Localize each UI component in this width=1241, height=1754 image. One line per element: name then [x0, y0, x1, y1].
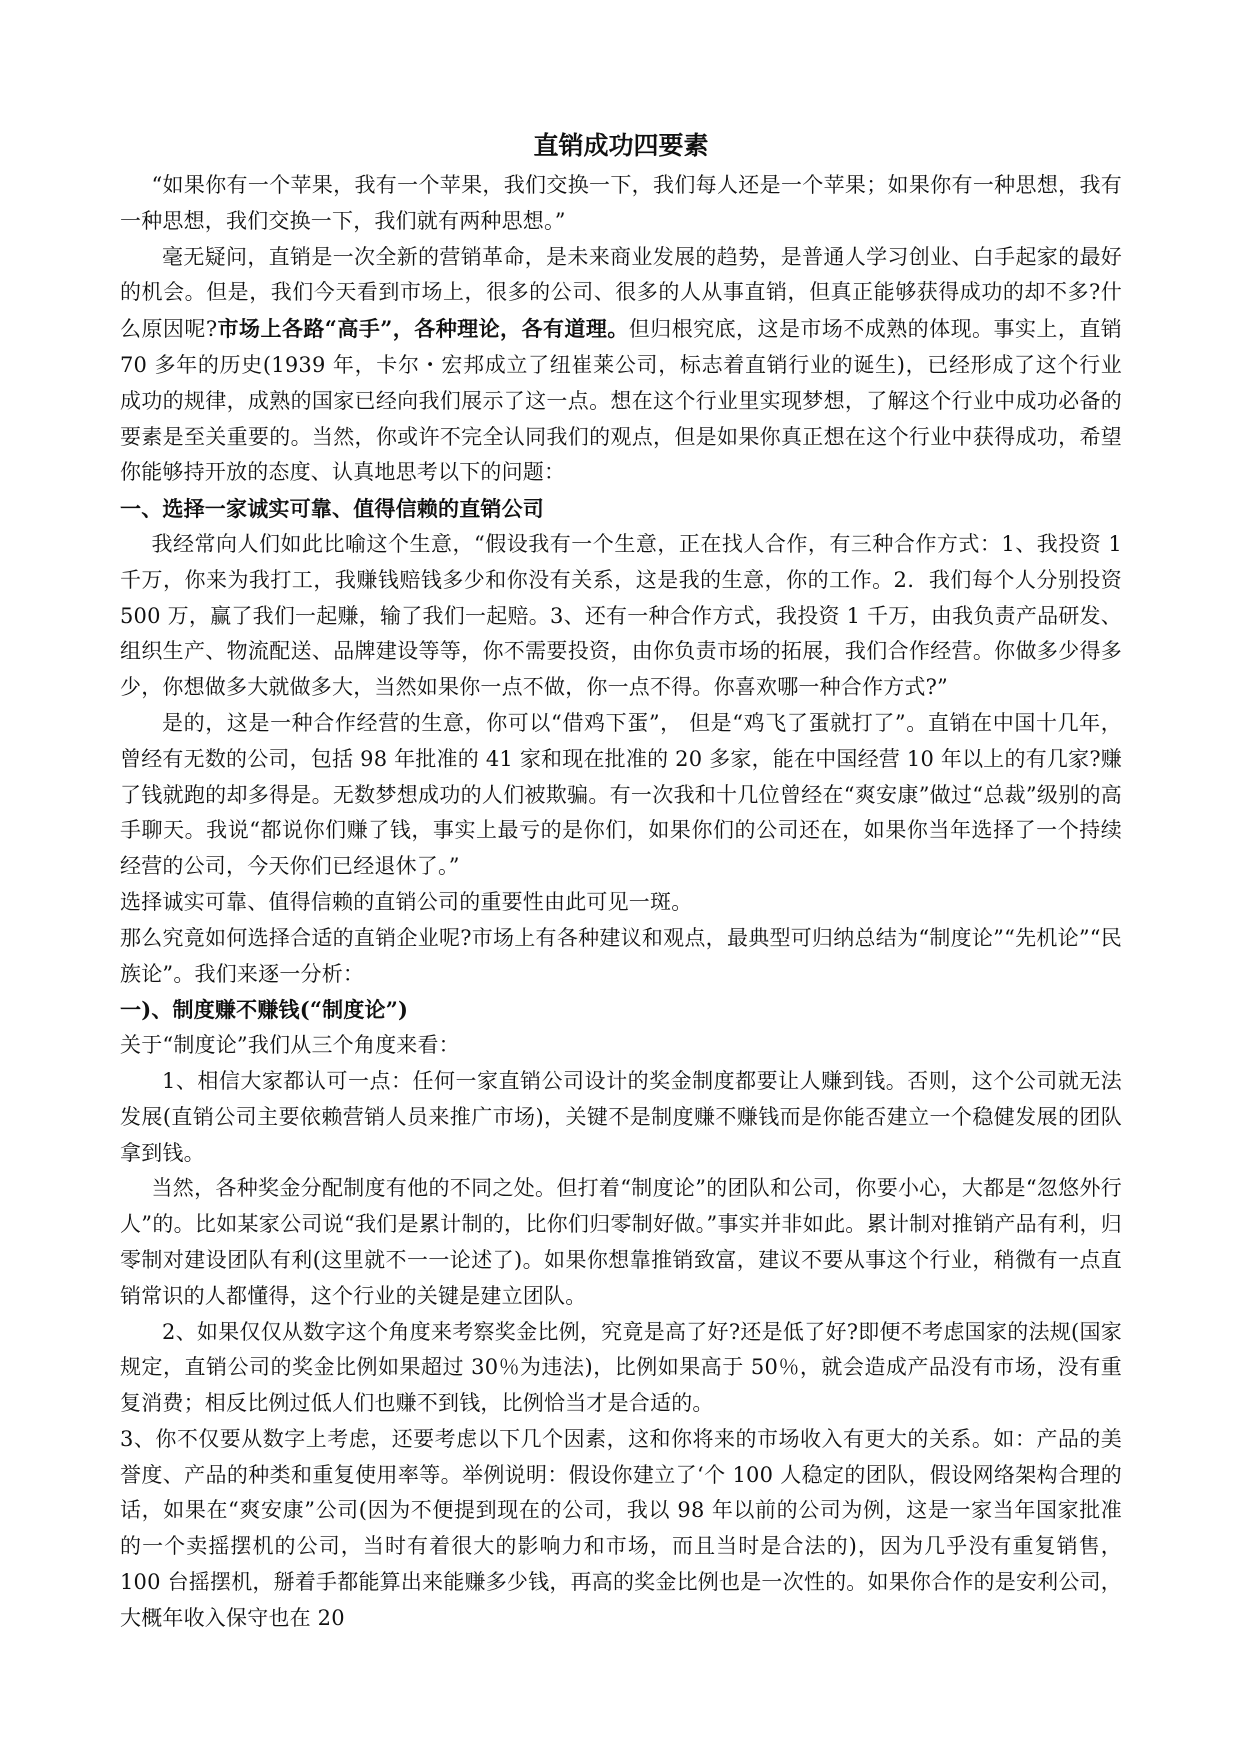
paragraph-point-2: 2、如果仅仅从数字这个角度来考察奖金比例，究竟是高了好?还是低了好?即便不考虑国家的法规(国家规定，直销公司的奖金比例如果超过 30％为违法)，比例如果高于 50％，就会造成产品没有市场，没有重复消费；相反比例过低人们也赚不到钱，比例恰当才是合适的。	[120, 1319, 1122, 1416]
paragraph-importance: 选择诚实可靠、值得信赖的直销公司的重要性由此可见一斑。	[120, 889, 693, 914]
paragraph-intro	[120, 240, 1122, 492]
section-heading-1: 一、选择一家诚实可靠、值得信赖的直销公司	[120, 496, 544, 522]
paragraph-intro-part-1: 毫无疑问，直销是一次全新的营销革命，是未来商业发展的趋势，是普通人学习创业、白手起家的最好的机会。但是，我们今天看到市场上，很多的公司、很多的人从事直销，但真正能够获得成功的却不多?什么原因呢?	[120, 244, 1122, 342]
document-title: 直销成功四要素	[533, 131, 709, 160]
paragraph-point-1: 1、相信大家都认可一点：任何一家直销公司设计的奖金制度都要让人赚到钱。否则，这个公司就无法发展(直销公司主要依赖营销人员来推广市场)，关键不是制度赚不赚钱而是你能否建立一个稳健发展的团队拿到钱。	[120, 1068, 1122, 1165]
paragraph-quote: “如果你有一个苹果，我有一个苹果，我们交换一下，我们每人还是一个苹果；如果你有一种思想，我有一种思想，我们交换一下，我们就有两种思想。”	[120, 173, 1122, 233]
paragraph-point-3: 3、你不仅要从数字上考虑，还要考虑以下几个因素，这和你将来的市场收入有更大的关系。如：产品的美誉度、产品的种类和重复使用率等。举例说明：假设你建立了‘个 100 人稳定的团队，假设网络架构合理的话，如果在“爽安康”公司(因为不便提到现在的公司，我以 98 年以前的公司为例，这是一家当年国家批准的一个卖摇摆机的公司，当时有着很大的影响力和市场，而且当时是合法的)，因为几乎没有重复销售，100 台摇摆机，掰着手都能算出来能赚多少钱，再高的奖金比例也是一次性的。如果你合作的是安利公司，大概年收入保守也在 20	[120, 1426, 1122, 1630]
section-heading-2: 一)、制度赚不赚钱(“制度论”)	[120, 997, 409, 1023]
paragraph-three-angles: 关于“制度论”我们从三个角度来看：	[120, 1033, 460, 1058]
paragraph-cooperation: 我经常向人们如此比喻这个生意，“假设我有一个生意，正在找人合作，有三种合作方式：1、我投资 1 千万，你来为我打工，我赚钱赔钱多少和你没有关系，这是我的生意，你的工作。2．我们每个人分别投资 500 万，赢了我们一起赚，输了我们一起赔。3、还有一种合作方式，我投资 1 千万，由我负责产品研发、组织生产、物流配送、品牌建设等等，你不需要投资，由你负责市场的拓展，我们合作经营。你做多少得多少，你想做多大就做多大，当然如果你一点不做，你一点不得。你喜欢哪一种合作方式?”	[120, 531, 1122, 700]
document-page	[120, 128, 1122, 1637]
paragraph-history: 是的，这是一种合作经营的生意，你可以“借鸡下蛋”， 但是“鸡飞了蛋就打了”。直销在中国十几年，曾经有无数的公司，包括 98 年批准的 41 家和现在批准的 20 多家，能在中国经营 10 年以上的有几家?赚了钱就跑的却多得是。无数梦想成功的人们被欺骗。有一次我和十几位曾经在“爽安康”做过“总裁”级别的高手聊天。我说“都说你们赚了钱，事实上最亏的是你们，如果你们的公司还在，如果你当年选择了一个持续经营的公司，今天你们已经退休了。”	[120, 710, 1122, 879]
paragraph-how-to-choose: 那么究竟如何选择合适的直销企业呢?市场上有各种建议和观点，最典型可归纳总结为“制度论”“先机论”“民族论”。我们来逐一分析：	[120, 925, 1122, 986]
paragraph-intro-bold: 市场上各路“高手”，各种理论，各有道理。	[217, 316, 629, 342]
paragraph-intro-part-2: 但归根究底，这是市场不成熟的体现。事实上，直销 70 多年的历史(1939 年，卡尔・宏邦成立了纽崔莱公司，标志着直销行业的诞生)，已经形成了这个行业成功的规律，成熟的国家已经向我们展示了这一点。想在这个行业里实现梦想，了解这个行业中成功必备的要素是至关重要的。当然，你或许不完全认同我们的观点，但是如果你真正想在这个行业中获得成功，希望你能够持开放的态度、认真地思考以下的问题：	[120, 317, 1122, 485]
paragraph-bonus-systems: 当然，各种奖金分配制度有他的不同之处。但打着“制度论”的团队和公司，你要小心，大都是“忽悠外行人”的。比如某家公司说“我们是累计制的，比你们归零制好做。”事实并非如此。累计制对推销产品有利，归零制对建设团队有利(这里就不一一论述了)。如果你想靠推销致富，建议不要从事这个行业，稍微有一点直销常识的人都懂得，这个行业的关键是建立团队。	[120, 1176, 1122, 1308]
